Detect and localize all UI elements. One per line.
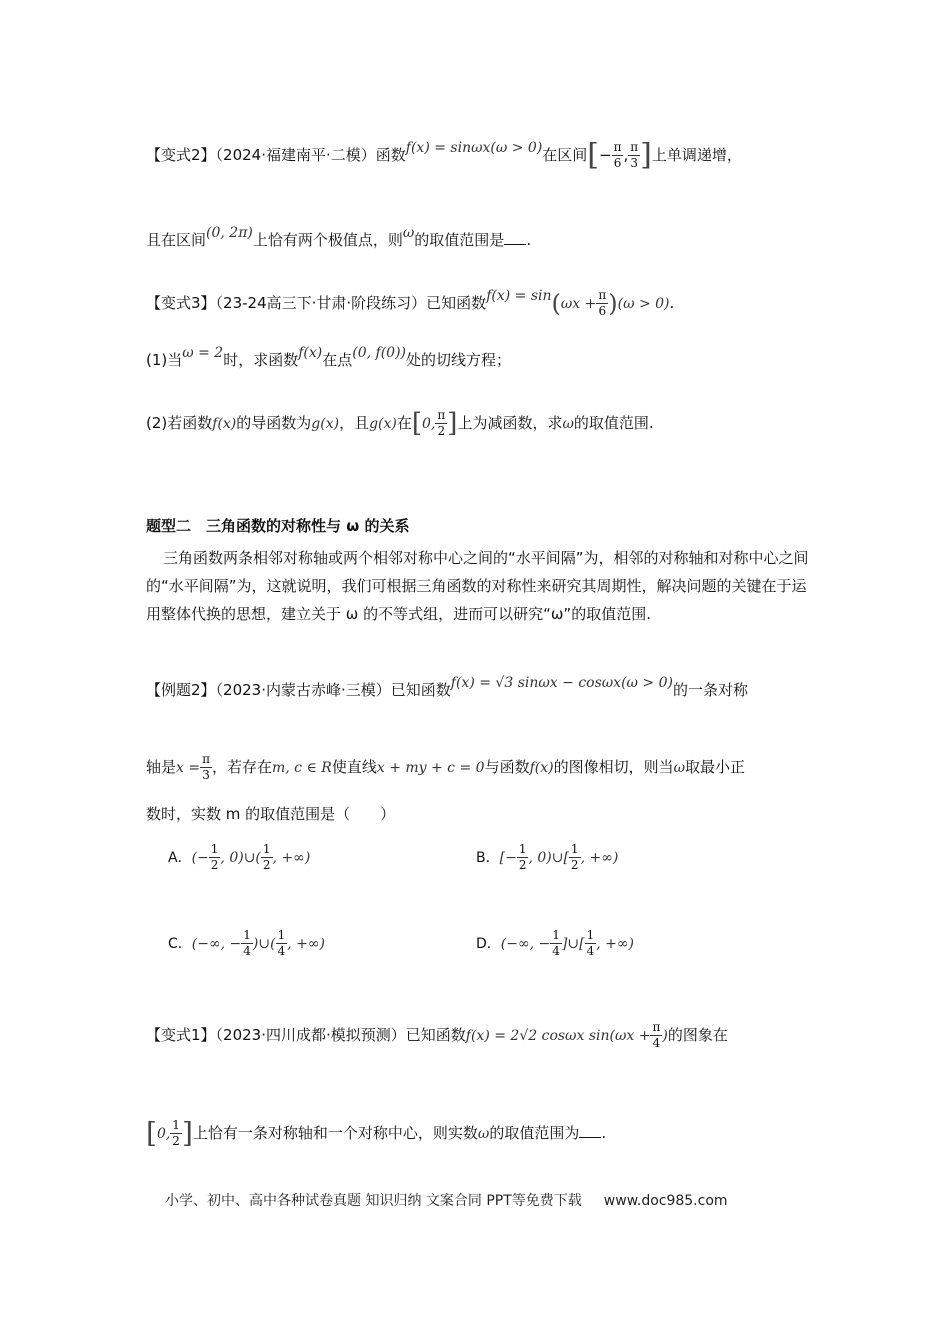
footer-url[interactable]: www.doc985.com: [603, 1193, 728, 1209]
variant3-tag: 【变式3】: [146, 294, 216, 312]
variant2-source: （2024·福建南平·二模）: [215, 146, 376, 164]
variant2-line1: 【变式2】（2024·福建南平·二模）函数f(x) = sinωx(ω > 0)在区间[− $\frac{\pi}{6}$ , $\frac{\pi}{3}$ ]上单调递增，: [146, 137, 742, 173]
variant2-function: f(x) = sinωx(ω > 0): [405, 140, 543, 156]
option-b[interactable]: B．[− $\frac{1}{2}$ , 0)∪[ $\frac{1}{2}$ , +∞): [476, 842, 619, 872]
footer: [165, 1190, 728, 1210]
example2-line3: 数时，实数 m 的取值范围是（ ）: [146, 805, 396, 823]
answer-blank: [579, 1137, 601, 1138]
variant3-part1: (1)当ω = 2时，求函数f(x)在点(0, f(0))处的切线方程；: [146, 345, 512, 369]
section-title: 题型二 三角函数的对称性与 ω 的关系: [146, 517, 410, 535]
option-a[interactable]: A．(− $\frac{1}{2}$ , 0)∪( $\frac{1}{2}$ , +∞): [168, 842, 311, 872]
variant3-part2: (2)若函数f(x)的导函数为g(x)，且g(x)在[0, $\frac{\pi}{2}$ ]上为减函数，求ω的取值范围.: [146, 408, 654, 439]
section-body: 三角函数两条相邻对称轴或两个相邻对称中心之间的“水平间隔”为，相邻的对称轴和对称中心之间的“水平间隔”为，这就说明，我们可根据三角函数的对称性来研究其周期性，解决问题的关键在于运用整体代换的思想，建立关于 ω 的不等式组，进而可以研究“ω”的取值范围.: [146, 549, 809, 623]
variant1-line2: [0, $\frac{1}{2}$ ]上恰有一条对称轴和一个对称中心，则实数ω的取值范围为 .: [146, 1116, 607, 1150]
option-c[interactable]: C．(−∞, − $\frac{1}{4}$ )∪( $\frac{1}{4}$ , +∞): [168, 928, 325, 958]
footer-text: 小学、初中、高中各种试卷真题 知识归纳 文案合同 PPT等免费下载: [165, 1193, 582, 1209]
variant2-tag: 【变式2】: [146, 146, 216, 164]
example2-line2: 轴是x = $\frac{\pi}{3}$ ，若存在m, c ∈ R使直线x + my + c = 0与函数f(x)的图像相切，则当ω取最小正: [146, 752, 746, 782]
example2-line1: 【例题2】（2023·内蒙古赤峰·三模）已知函数f(x) = √3 sinωx − cosωx(ω > 0)的一条对称: [146, 675, 748, 699]
variant1-line1: 【变式1】（2023·四川成都·模拟预测）已知函数f(x) = 2√2 cosωx sin(ωx + $\frac{\pi}{4}$ )的图象在: [146, 1020, 728, 1050]
example2-function: f(x) = √3 sinωx − cosωx(ω > 0): [450, 675, 673, 691]
option-d[interactable]: D．(−∞, − $\frac{1}{4}$ ]∪[ $\frac{1}{4}$ , +∞): [476, 928, 634, 958]
answer-blank: [504, 244, 526, 245]
variant3-source: （23-24高三下·甘肃·阶段练习）: [215, 294, 427, 312]
variant1-source: （2023·四川成都·模拟预测）: [215, 1026, 406, 1044]
example2-source: （2023·内蒙古赤峰·三模）: [215, 681, 391, 699]
variant1-tag: 【变式1】: [146, 1026, 216, 1044]
variant3-line1: 【变式3】（23-24高三下·甘肃·阶段练习）已知函数f(x) = sin(ωx + $\frac{\pi}{6}$ )(ω > 0).: [146, 288, 675, 318]
example2-tag: 【例题2】: [146, 681, 216, 699]
variant2-line2: 且在区间(0, 2π)上恰有两个极值点，则ω的取值范围是 .: [146, 225, 532, 249]
